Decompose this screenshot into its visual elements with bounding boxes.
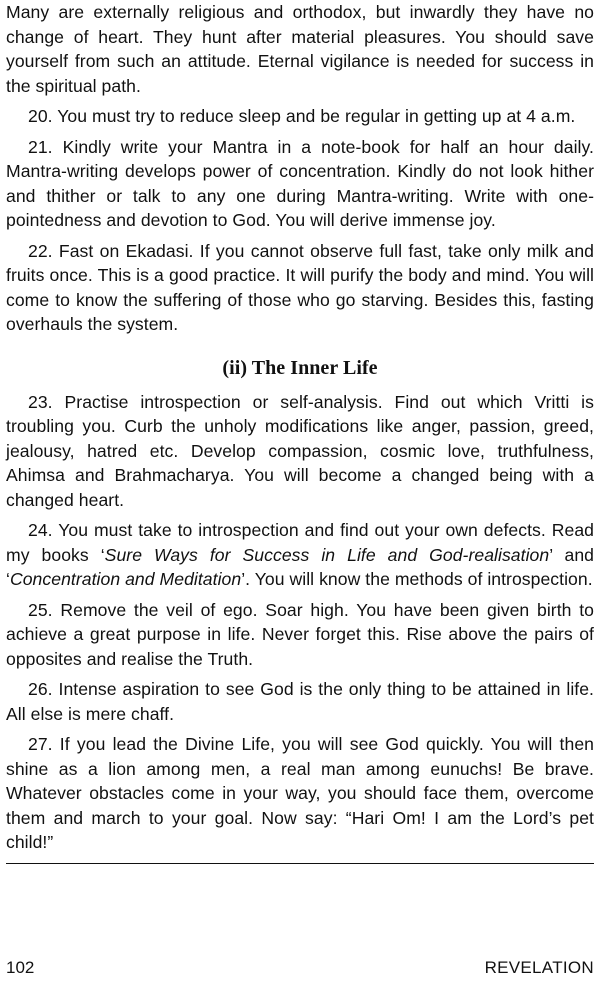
paragraph-27: 27. If you lead the Divine Life, you will see God quickly. You will then shine as a lion among men, a real man among eunuchs! Be brave. Whatever obstacles come in your way, you should face them, overcome them and march to your goal. Now say: “Hari Om! I am the Lord’s pet child!” xyxy=(6,734,594,852)
paragraph-24 xyxy=(6,518,594,592)
paragraph-24-text-1: 24. You must take to introspection and find out your own defects. Read my books ‘ xyxy=(6,520,594,565)
book-title-sure-ways: Sure Ways for Success in Life and God-realisation xyxy=(104,544,550,565)
page-number: 102 xyxy=(6,958,35,977)
paragraph-23: 23. Practise introspection or self-analysis. Find out which Vritti is troubling you. Curb the unholy modifications like anger, passion, greed, jealousy, hatred etc. Develop compassion, cosmic love, truthfulness, Ahimsa and Brahmacharya. You will become a changed being with a changed heart. xyxy=(6,391,594,510)
book-title-concentration: Concentration and Meditation xyxy=(9,569,242,589)
paragraph-26: 26. Intense aspiration to see God is the only thing to be attained in life. All else is mere chaff. xyxy=(6,679,594,724)
page-body xyxy=(6,0,594,864)
paragraph-19-continued: Many are externally religious and orthodox, but inwardly they have no change of heart. They hunt after material pleasures. You should save yourself from such an attitude. Eternal vigilance is needed for success in the spiritual path. xyxy=(6,2,594,96)
section-heading: (ii) The Inner Life xyxy=(222,356,378,379)
paragraph-22: 22. Fast on Ekadasi. If you cannot observe full fast, take only milk and fruits once. This is a good practice. It will purify the body and mind. You will come to know the suffering of those who go starving. Besides this, fasting overhauls the system. xyxy=(6,240,594,334)
book-page xyxy=(6,0,594,982)
paragraph-20: 20. You must try to reduce sleep and be regular in getting up at 4 a.m. xyxy=(28,106,576,126)
paragraph-21: 21. Kindly write your Mantra in a note-book for half an hour daily. Mantra-writing develops power of concentration. Kindly do not look hither and thither or talk to any one during Mantra-writing. Write with one-pointedness and devotion to God. You will derive immense joy. xyxy=(6,136,594,230)
page-footer xyxy=(6,958,594,978)
running-head: REVELATION xyxy=(484,958,594,977)
paragraph-24-text-2: ’ and ‘ xyxy=(6,544,594,589)
paragraph-24-text-3: ’. You will know the methods of introspection. xyxy=(241,569,593,589)
footer-rule xyxy=(6,863,594,864)
paragraph-25: 25. Remove the veil of ego. Soar high. You have been given birth to achieve a great purpose in life. Never forget this. Rise above the pairs of opposites and realise the Truth. xyxy=(6,599,594,669)
